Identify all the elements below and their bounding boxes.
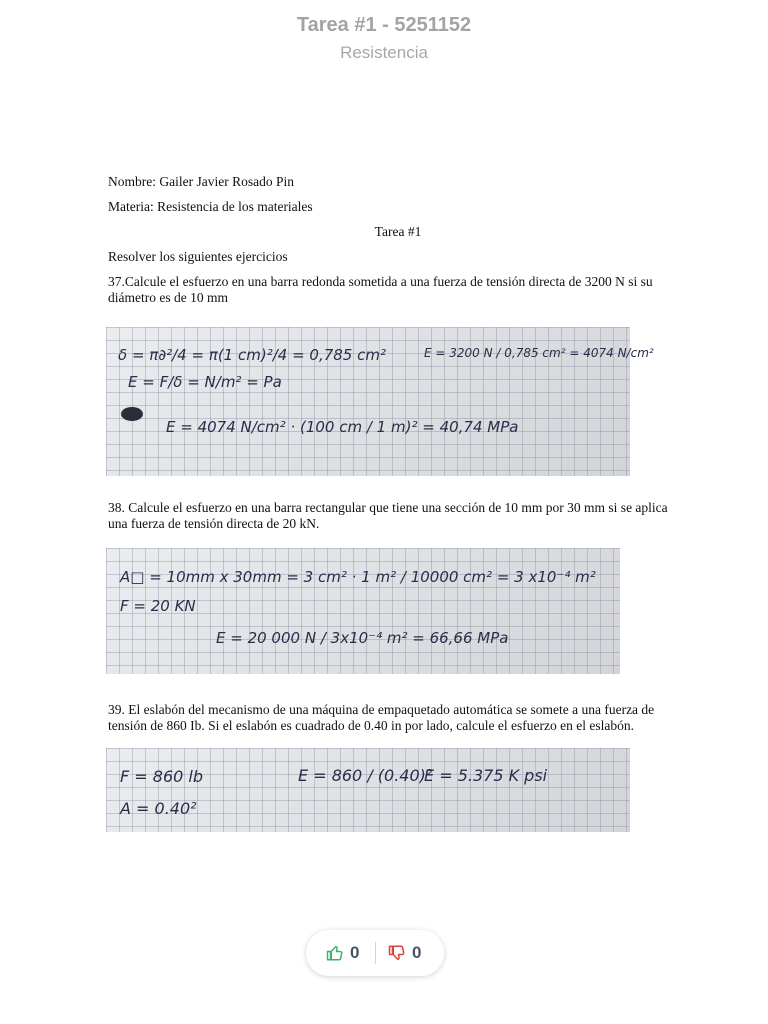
dislike-count: 0	[412, 943, 422, 962]
document-title: Tarea #1 - 5251152	[296, 14, 472, 36]
hw-39-line4: E = 5.375 K psi	[424, 766, 548, 785]
subject-line: Materia: Resistencia de los materiales	[108, 199, 313, 214]
student-name: Nombre: Gailer Javier Rosado Pin	[108, 174, 294, 189]
hw-38-line2: F = 20 KN	[120, 597, 196, 615]
hw-38-line1: A□ = 10mm x 30mm = 3 cm² · 1 m² / 10000 cm² = 3 x10⁻⁴ m²	[120, 568, 596, 586]
instructions-line: Resolver los siguientes ejercicios	[108, 249, 288, 264]
hw-39-line1: F = 860 lb	[120, 767, 204, 786]
handwritten-solution-39-image	[106, 748, 630, 832]
document-subtitle: Resistencia	[340, 43, 428, 62]
hw-37-line1: δ = π∂²/4 = π(1 cm)²/4 = 0,785 cm²	[118, 346, 386, 364]
hw-38-line3: E = 20 000 N / 3x10⁻⁴ m² = 66,66 MPa	[216, 629, 509, 647]
reaction-divider	[375, 942, 376, 964]
ink-blot	[121, 407, 143, 421]
exercise-39-text: 39. El eslabón del mecanismo de una máquina de empaquetado automática se somete a una fuerza de tensión de 860 Ib. Si el eslabón es cuadrado de 0.40 in por lado, calcule el esfuerzo en el eslabón.	[108, 702, 655, 733]
hw-39-line3: E = 860 / (0.40)²	[298, 766, 433, 785]
thumbs-down-icon	[388, 944, 406, 962]
thumbs-up-icon	[326, 944, 344, 962]
hw-37-line3: E = 4074 N/cm² · (100 cm / 1 m)² = 40,74 MPa	[166, 418, 519, 436]
handwritten-solution-38-image	[106, 548, 620, 674]
exercise-38-text: 38. Calcule el esfuerzo en una barra rectangular que tiene una sección de 10 mm por 30 mm si se aplica una fuerza de tensión directa de 20 kN.	[108, 500, 668, 531]
hw-37-line1b: E = 3200 N / 0,785 cm² = 4074 N/cm²	[424, 346, 654, 360]
handwritten-solution-37-image	[106, 327, 654, 476]
like-button[interactable]	[326, 930, 359, 976]
hw-37-line2: E = F/δ = N/m² = Pa	[128, 373, 282, 391]
assignment-heading: Tarea #1	[374, 224, 422, 239]
exercise-37-text: 37.Calcule el esfuerzo en una barra redonda sometida a una fuerza de tensión directa de 3200 N si su diámetro es de 10 mm	[108, 274, 653, 305]
hw-39-line2: A = 0.40²	[120, 799, 197, 818]
dislike-button[interactable]	[388, 930, 421, 976]
like-count: 0	[350, 943, 360, 962]
reaction-bar	[306, 930, 444, 976]
